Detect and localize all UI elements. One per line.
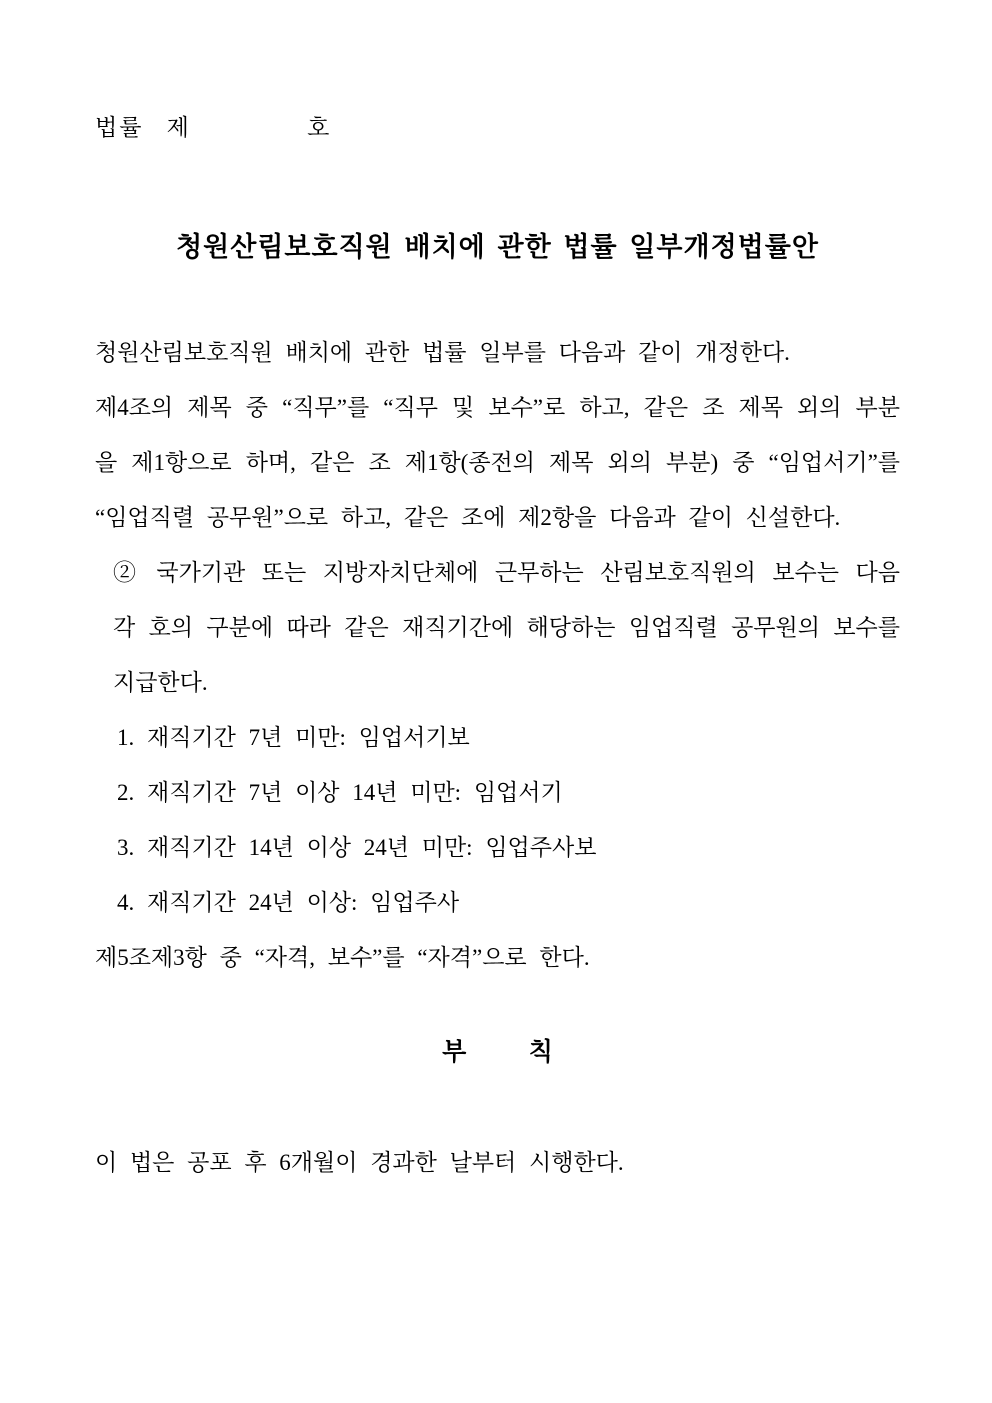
paragraph-article4-amendment: 제4조의 제목 중 “직무”를 “직무 및 보수”로 하고, 같은 조 제목 외의 부분을 제1항으로 하며, 같은 조 제1항(종전의 제목 외의 부분) 중 “임업서기”를 “임업직렬 공무원”으로 하고, 같은 조에 제2항을 다음과 같이 신설한다. bbox=[95, 395, 900, 530]
document-title: 청원산림보호직원 배치에 관한 법률 일부개정법률안 bbox=[176, 232, 819, 262]
addendum-heading: 부 칙 bbox=[442, 1039, 553, 1066]
list-item-1: 1. 재직기간 7년 미만: 임업서기보 bbox=[117, 725, 470, 750]
addendum-body: 이 법은 공포 후 6개월이 경과한 날부터 시행한다. bbox=[95, 1150, 624, 1175]
law-number-line: 법률 제 호 bbox=[95, 115, 332, 140]
list-item-2: 2. 재직기간 7년 이상 14년 미만: 임업서기 bbox=[117, 780, 563, 805]
paragraph-amendment-intro: 청원산림보호직원 배치에 관한 법률 일부를 다음과 같이 개정한다. bbox=[95, 340, 790, 365]
paragraph-article5-amendment: 제5조제3항 중 “자격, 보수”를 “자격”으로 한다. bbox=[95, 945, 590, 970]
list-item-3: 3. 재직기간 14년 이상 24년 미만: 임업주사보 bbox=[117, 835, 597, 860]
paragraph-clause-2: ② 국가기관 또는 지방자치단체에 근무하는 산림보호직원의 보수는 다음 각 호의 구분에 따라 같은 재직기간에 해당하는 임업직렬 공무원의 보수를 지급한다. bbox=[113, 560, 900, 695]
list-item-4: 4. 재직기간 24년 이상: 임업주사 bbox=[117, 890, 460, 915]
document-body bbox=[95, 325, 900, 985]
